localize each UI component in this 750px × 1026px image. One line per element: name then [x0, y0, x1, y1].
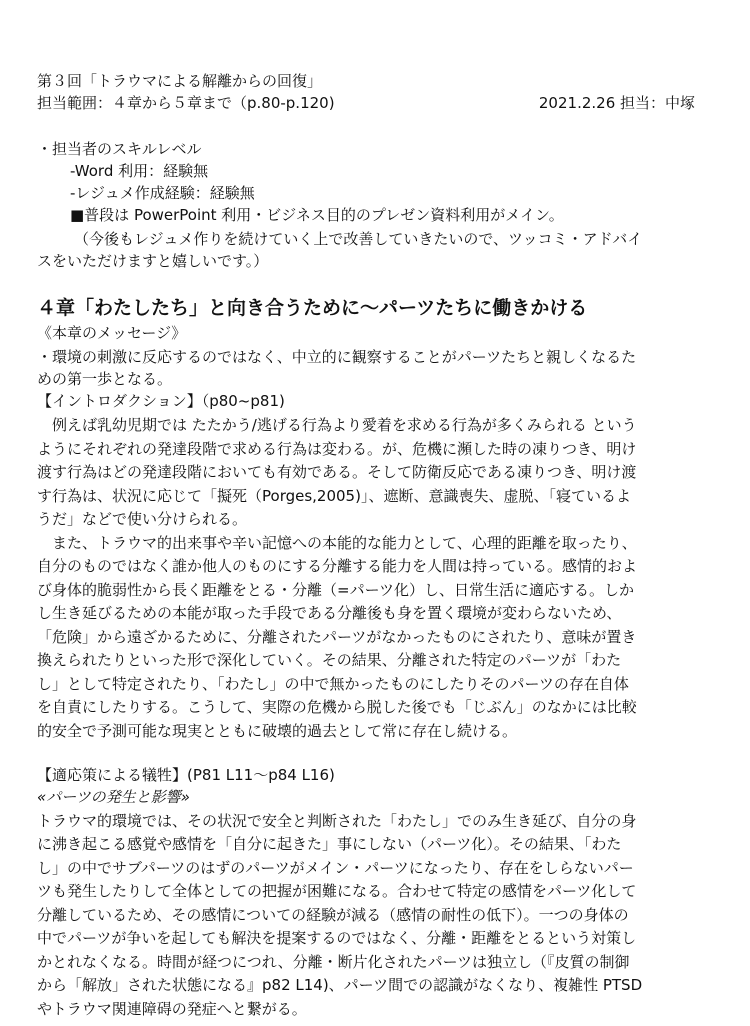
intro-label: 【イントロダクション】（p80~p81) [37, 392, 285, 410]
skills-note-line: （今後もレジュメ作りを続けていく上で改善していきたいので、ツッコミ・アドバイ [74, 230, 643, 248]
sacrifice-line: 中でパーツが争いを起しても解決を提案するのではなく、分離・距離をとるという対策し [37, 929, 637, 947]
skills-heading: ・担当者のスキルレベル [37, 140, 202, 158]
session-title: 第３回「トラウマによる解離からの回復」 [37, 72, 323, 90]
sacrifice-label: 【適応策による犠牲】(P81 L11〜p84 L16) [37, 766, 335, 784]
intro-p1-line: す行為は、状況に応じて「擬死（Porges,2005)」、遮断、意識喪失、虚脱、「寝ているよ [37, 487, 631, 505]
intro-p2-line: 自分のものではなく誰か他人のものにする分離する能力を人間は持っている。感情的およ [37, 557, 638, 575]
sacrifice-sub-label: «パーツの発生と影響» [37, 788, 190, 806]
skill-item-resume: -レジュメ作成経験：経験無 [70, 184, 255, 202]
intro-p1-line: ようにそれぞれの発達段階で求める行為は変わる。が、危機に瀕した時の凍りつき、明け [37, 440, 637, 458]
sacrifice-line: かとれなくなる。時間が経つにつれ、分離・断片化されたパーツは独立し（『皮質の制御 [37, 953, 630, 971]
intro-p2-line: し」として特定されたり、「わたし」の中で無かったものにしたりそのパーツの存在自体 [37, 675, 629, 693]
sacrifice-line: から「解放」された状態になる』p82 L14)、パーツ間での認識がなくなり、複雑性 PTSD [37, 976, 643, 994]
sacrifice-line: ツも発生したりして全体としての把握が困難になる。合わせて特定の感情をパーツ化して [37, 882, 637, 900]
chapter-message-line: ・環境の刺激に反応するのではなく、中立的に観察することがパーツたちと親しくなるた [37, 348, 637, 366]
intro-p2-line: を自責にしたりする。こうして、実際の危機から脱した後でも「じぶん」のなかには比較 [37, 698, 637, 716]
intro-p2-line: また、トラウマ的出来事や辛い記憶への本能的な能力として、心理的距離を取ったり、 [37, 534, 637, 552]
intro-p1-line: うだ」などで使い分けられる。 [37, 510, 248, 528]
intro-p2-line: 換えられたりといった形で深化していく。その結果、分離された特定のパーツが「わた [37, 651, 622, 669]
sacrifice-line: やトラウマ関連障碍の発症へと繋がる。 [37, 1000, 307, 1018]
sacrifice-line: 分離しているため、その感情についての経験が減る（感情の耐性の低下）。一つの身体の [37, 906, 629, 924]
intro-p2-line: び身体的脆弱性から長く距離をとる・分離（=パーツ化）し、日常生活に適応する。しか [37, 581, 634, 599]
intro-p1-line: 例えば乳幼児期では たたかう/逃げる行為より愛着を求める行為が多くみられる という [37, 416, 637, 434]
skills-note-line: スをいただけますと嬉しいです。） [37, 252, 269, 270]
sacrifice-line: し」の中でサブパーツのはずのパーツがメイン・パーツになったり、存在をしらないパー [37, 859, 634, 877]
intro-p2-line: 「危険」から遠ざかるために、分離されたパーツがなかったものにされたり、意味が置き [37, 628, 637, 646]
intro-p1-line: 渡す行為はどの発達段階においても有効である。そして防衛反応である凍りつき、明け渡 [37, 463, 637, 481]
chapter-message-label: 《本章のメッセージ》 [37, 324, 187, 342]
sacrifice-line: トラウマ的環境では、その状況で安全と判断された「わたし」でのみ生き延び、自分の身 [37, 812, 637, 830]
date-presenter: 2021.2.26 担当：中塚 [538, 94, 695, 112]
intro-p2-line: し生き延びるための本能が取った手段である分離後も身を置く環境が変わらないため、 [37, 604, 622, 622]
skill-item-powerpoint: ■普段は PowerPoint 利用・ビジネス目的のプレゼン資料利用がメイン。 [70, 206, 564, 224]
skill-item-word: -Word 利用：経験無 [70, 162, 209, 180]
header-range-row [37, 92, 717, 114]
chapter-message-line: めの第一歩となる。 [37, 370, 173, 388]
chapter-title: ４章「わたしたち」と向き合うために〜パーツたちに働きかける [37, 297, 588, 319]
sacrifice-line: に沸き起こる感覚や感情を「自分に起きた」事にしない（パーツ化）。その結果、「わた [37, 835, 622, 853]
assigned-range: 担当範囲：４章から５章まで（p.80-p.120) [37, 94, 335, 112]
intro-p2-line: 的安全で予測可能な現実とともに破壊的過去として常に存在し続ける。 [37, 722, 518, 740]
